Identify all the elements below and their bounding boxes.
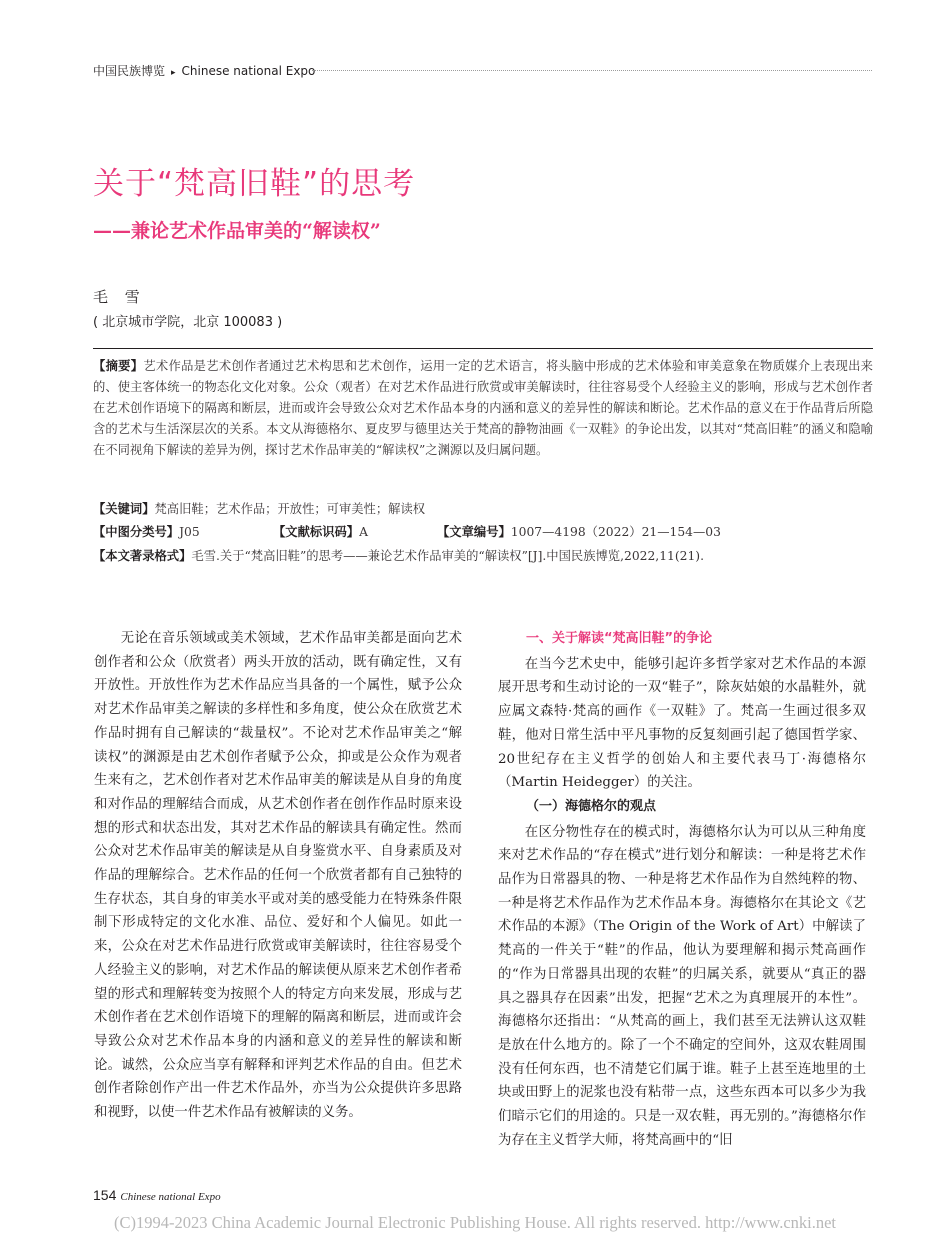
- article-subtitle: ——兼论艺术作品审美的“解读权”: [93, 220, 381, 242]
- document-code: 【文献标识码】A: [273, 525, 368, 539]
- author-affiliation: ( 北京城市学院，北京 100083 ): [93, 315, 283, 330]
- subsection-heading: （一）海德格尔的观点: [526, 798, 657, 814]
- author-name: 毛 雪: [93, 288, 146, 306]
- header-arrow-icon: ▸: [171, 68, 176, 78]
- abstract-top-rule: [93, 348, 873, 349]
- intro-paragraph: 无论在音乐领域或美术领域，艺术作品审美都是面向艺术创作者和公众（欣赏者）两头开放的活动，既有确定性，又有开放性。开放性作为艺术作品应当具备的一个属性，赋予公众对艺术作品审美之解读的多样性和多角度，使公众在欣赏艺术作品时拥有自己解读的“裁量权”。不论对艺术作品审美之“解读权”的渊源是由艺术创作者赋予公众，抑或是公众作为观者生来有之，艺术创作者对艺术作品审美的解读是从自身的角度和对作品的理解结合而成，从艺术创作者在创作作品时原来设想的形式和状态出发，其对艺术作品的解读具有确定性。然而公众对艺术作品审美的解读是从自身鉴赏水平、自身素质及对作品的理解综合。艺术作品的任何一个欣赏者都有自己独特的生存状态，其自身的审美水平或对美的感受能力在特殊条件限制下形成特定的文化水准、品位、爱好和个人偏见。如此一来，公众在对艺术作品进行欣赏或审美解读时，往往容易受个人经验主义的影响，对艺术作品的解读便从原来艺术创作者希望的形式和理解转变为按照个人的特定方向来发展，形成与艺术创作者在艺术创作语境下的理解的隔离和断层，进而或许会导致公众对艺术作品本身的内涵和意义的差异性的解读和断论。诚然，公众应当享有解释和评判艺术作品的自由。但艺术创作者除创作产出一件艺术作品外，亦当为公众提供许多思路和视野，以使一件艺术作品有被解读的义务。: [94, 631, 462, 1121]
- citation-label: 【本文著录格式】: [93, 549, 192, 563]
- classification-line: [93, 522, 873, 540]
- footer-journal-en: Chinese national Expo: [120, 1191, 221, 1203]
- article-title: 关于“梵高旧鞋”的思考: [93, 166, 416, 202]
- header-journal-cn: 中国民族博览: [93, 64, 166, 78]
- abstract-label: 【摘要】: [93, 359, 144, 373]
- abstract: [93, 356, 873, 461]
- abstract-text: 艺术作品是艺术创作者通过艺术构思和艺术创作，运用一定的艺术语言，将头脑中形成的艺术体验和审美意象在物质媒介上表现出来的、使主客体统一的物态化文化对象。公众（观者）在对艺术作品进行欣赏或审美解读时，往往容易受个人经验主义的影响，形成与艺术创作者在艺术创作语境下的隔离和断层，进而或许会导致公众对艺术作品本身的内涵和意义的差异性的解读和断论。艺术作品的意义在于作品背后所隐含的艺术与生活深层次的关系。本文从海德格尔、夏皮罗与德里达关于梵高的静物油画《一双鞋》的争论出发，以其对“梵高旧鞋”的涵义和隐喻在不同视角下解读的差异为例，探讨艺术作品审美的“解读权”之渊源以及归属问题。: [93, 359, 873, 457]
- header-journal-en: Chinese national Expo: [181, 64, 316, 78]
- keywords-label: 【关键词】: [93, 502, 155, 516]
- keywords: [93, 499, 425, 517]
- page-number: 154 Chinese national Expo: [93, 1187, 221, 1203]
- section-paragraph: 在当今艺术史中，能够引起许多哲学家对艺术作品的本源展开思考和生动讨论的一双“鞋子”，除灰姑娘的水晶鞋外，就应属文森特·梵高的画作《一双鞋》了。梵高一生画过很多双鞋，他对日常生活中平凡事物的反复刻画引起了德国哲学家、20世纪存在主义哲学的创始人和主要代表马丁·海德格尔（Martin Heidegger）的关注。: [498, 656, 866, 791]
- subsection-paragraph: 在区分物性存在的模式时，海德格尔认为可以从三种角度来对艺术作品的“存在模式”进行划分和解读：一种是将艺术作品作为日常器具的物、一种是将艺术作品作为自然纯粹的物、一种是将艺术作品作为艺术作品本身。海德格尔在其论文《艺术作品的本源》（The Origin of the Work of Art）中解读了梵高的一件关于“鞋”的作品，他认为要理解和揭示梵高画作的“作为日常器具出现的农鞋”的归属关系，就要从“真正的器具之器具存在因素”出发，把握“艺术之为真理展开的本性”。海德格尔还指出：“从梵高的画上，我们甚至无法辨认这双鞋是放在什么地方的。除了一个不确定的空间外，这双农鞋周围没有任何东西，也不清楚它们属于谁。鞋子上甚至连地里的土块或田野上的泥浆也没有粘带一点，这些东西本可以多少为我们暗示它们的用途的。只是一双农鞋，再无别的。”海德格尔作为存在主义哲学大师，将梵高画中的“旧: [498, 824, 866, 1148]
- running-header: [93, 62, 315, 79]
- citation-text: 毛雪.关于“梵高旧鞋”的思考——兼论艺术作品审美的“解读权”[J].中国民族博览,2022,11(21).: [191, 549, 704, 563]
- body-right-column: [498, 627, 866, 1152]
- body-left-column: [94, 627, 462, 1125]
- header-rule: [312, 70, 872, 71]
- section-heading: 一、关于解读“梵高旧鞋”的争论: [526, 631, 713, 646]
- citation-format: [93, 546, 704, 564]
- copyright-watermark: (C)1994-2023 China Academic Journal Electronic Publishing House. All rights reserved. http://www.cnki.net: [113, 1213, 837, 1232]
- keywords-text: 梵高旧鞋；艺术作品；开放性；可审美性；解读权: [154, 502, 426, 516]
- article-number: 【文章编号】1007—4198（2022）21—154—03: [437, 525, 721, 539]
- clc-code: 【中图分类号】J05: [93, 525, 200, 539]
